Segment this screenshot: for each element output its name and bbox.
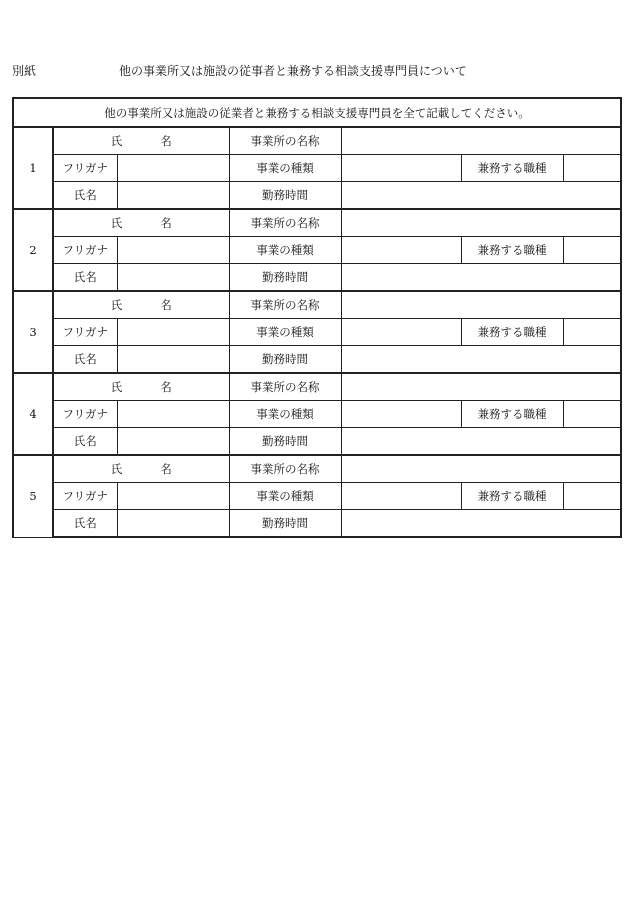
work-hours-label: 勤務時間 xyxy=(229,264,341,292)
work-hours-field[interactable] xyxy=(341,346,621,374)
furigana-field[interactable] xyxy=(117,401,229,428)
work-hours-label: 勤務時間 xyxy=(229,346,341,374)
entry-row-hours xyxy=(13,428,621,456)
work-hours-label: 勤務時間 xyxy=(229,510,341,538)
concurrent-staff-table xyxy=(12,97,622,538)
page-title: 他の事業所又は施設の従事者と兼務する相談支援専門員について xyxy=(119,64,467,78)
work-hours-field[interactable] xyxy=(341,264,621,292)
business-type-label: 事業の種類 xyxy=(229,483,341,510)
business-type-field[interactable] xyxy=(341,401,461,428)
work-hours-label: 勤務時間 xyxy=(229,182,341,210)
name-header-label: 氏 名 xyxy=(53,291,229,319)
office-name-field[interactable] xyxy=(341,455,621,483)
name-header-label: 氏 名 xyxy=(53,373,229,401)
name-field[interactable] xyxy=(117,264,229,292)
business-type-field[interactable] xyxy=(341,319,461,346)
concurrent-position-label: 兼務する職種 xyxy=(461,237,563,264)
concurrent-position-field[interactable] xyxy=(563,401,621,428)
concurrent-position-field[interactable] xyxy=(563,483,621,510)
office-name-field[interactable] xyxy=(341,127,621,155)
furigana-label: フリガナ xyxy=(53,483,117,510)
name-label: 氏名 xyxy=(53,264,117,292)
concurrent-position-label: 兼務する職種 xyxy=(461,483,563,510)
entry-row-hours xyxy=(13,346,621,374)
furigana-field[interactable] xyxy=(117,237,229,264)
entry-number: 3 xyxy=(13,291,53,373)
entry-row-hours xyxy=(13,264,621,292)
furigana-label: フリガナ xyxy=(53,237,117,264)
concurrent-position-field[interactable] xyxy=(563,237,621,264)
name-label: 氏名 xyxy=(53,510,117,538)
office-name-label: 事業所の名称 xyxy=(229,209,341,237)
instruction-text: 他の事業所又は施設の従業者と兼務する相談支援専門員を全て記載してください。 xyxy=(13,98,621,127)
concurrent-position-label: 兼務する職種 xyxy=(461,319,563,346)
business-type-field[interactable] xyxy=(341,483,461,510)
entry-row-name xyxy=(13,209,621,237)
name-label: 氏名 xyxy=(53,182,117,210)
furigana-label: フリガナ xyxy=(53,155,117,182)
entry-row-furigana xyxy=(13,401,621,428)
business-type-label: 事業の種類 xyxy=(229,155,341,182)
entry-number: 5 xyxy=(13,455,53,537)
business-type-label: 事業の種類 xyxy=(229,237,341,264)
concurrent-position-label: 兼務する職種 xyxy=(461,401,563,428)
name-field[interactable] xyxy=(117,510,229,538)
entry-row-name xyxy=(13,373,621,401)
furigana-label: フリガナ xyxy=(53,401,117,428)
attachment-label: 別紙 xyxy=(12,64,37,78)
entry-row-furigana xyxy=(13,319,621,346)
office-name-label: 事業所の名称 xyxy=(229,127,341,155)
name-label: 氏名 xyxy=(53,346,117,374)
name-field[interactable] xyxy=(117,182,229,210)
name-label: 氏名 xyxy=(53,428,117,456)
business-type-field[interactable] xyxy=(341,237,461,264)
concurrent-position-label: 兼務する職種 xyxy=(461,155,563,182)
furigana-label: フリガナ xyxy=(53,319,117,346)
business-type-field[interactable] xyxy=(341,155,461,182)
name-header-label: 氏 名 xyxy=(53,209,229,237)
office-name-label: 事業所の名称 xyxy=(229,455,341,483)
entry-number: 4 xyxy=(13,373,53,455)
entry-number: 2 xyxy=(13,209,53,291)
name-field[interactable] xyxy=(117,346,229,374)
entry-number: 1 xyxy=(13,127,53,209)
entry-row-name xyxy=(13,127,621,155)
business-type-label: 事業の種類 xyxy=(229,319,341,346)
concurrent-position-field[interactable] xyxy=(563,155,621,182)
furigana-field[interactable] xyxy=(117,483,229,510)
name-header-label: 氏 名 xyxy=(53,455,229,483)
entry-row-furigana xyxy=(13,483,621,510)
business-type-label: 事業の種類 xyxy=(229,401,341,428)
entry-row-hours xyxy=(13,182,621,210)
work-hours-field[interactable] xyxy=(341,428,621,456)
office-name-field[interactable] xyxy=(341,373,621,401)
entry-row-name xyxy=(13,291,621,319)
entry-row-hours xyxy=(13,510,621,538)
furigana-field[interactable] xyxy=(117,155,229,182)
work-hours-label: 勤務時間 xyxy=(229,428,341,456)
entry-row-name xyxy=(13,455,621,483)
office-name-label: 事業所の名称 xyxy=(229,291,341,319)
office-name-field[interactable] xyxy=(341,291,621,319)
office-name-label: 事業所の名称 xyxy=(229,373,341,401)
work-hours-field[interactable] xyxy=(341,182,621,210)
concurrent-position-field[interactable] xyxy=(563,319,621,346)
furigana-field[interactable] xyxy=(117,319,229,346)
entry-row-furigana xyxy=(13,237,621,264)
page-header xyxy=(12,62,618,78)
name-header-label: 氏 名 xyxy=(53,127,229,155)
work-hours-field[interactable] xyxy=(341,510,621,538)
entry-row-furigana xyxy=(13,155,621,182)
office-name-field[interactable] xyxy=(341,209,621,237)
name-field[interactable] xyxy=(117,428,229,456)
